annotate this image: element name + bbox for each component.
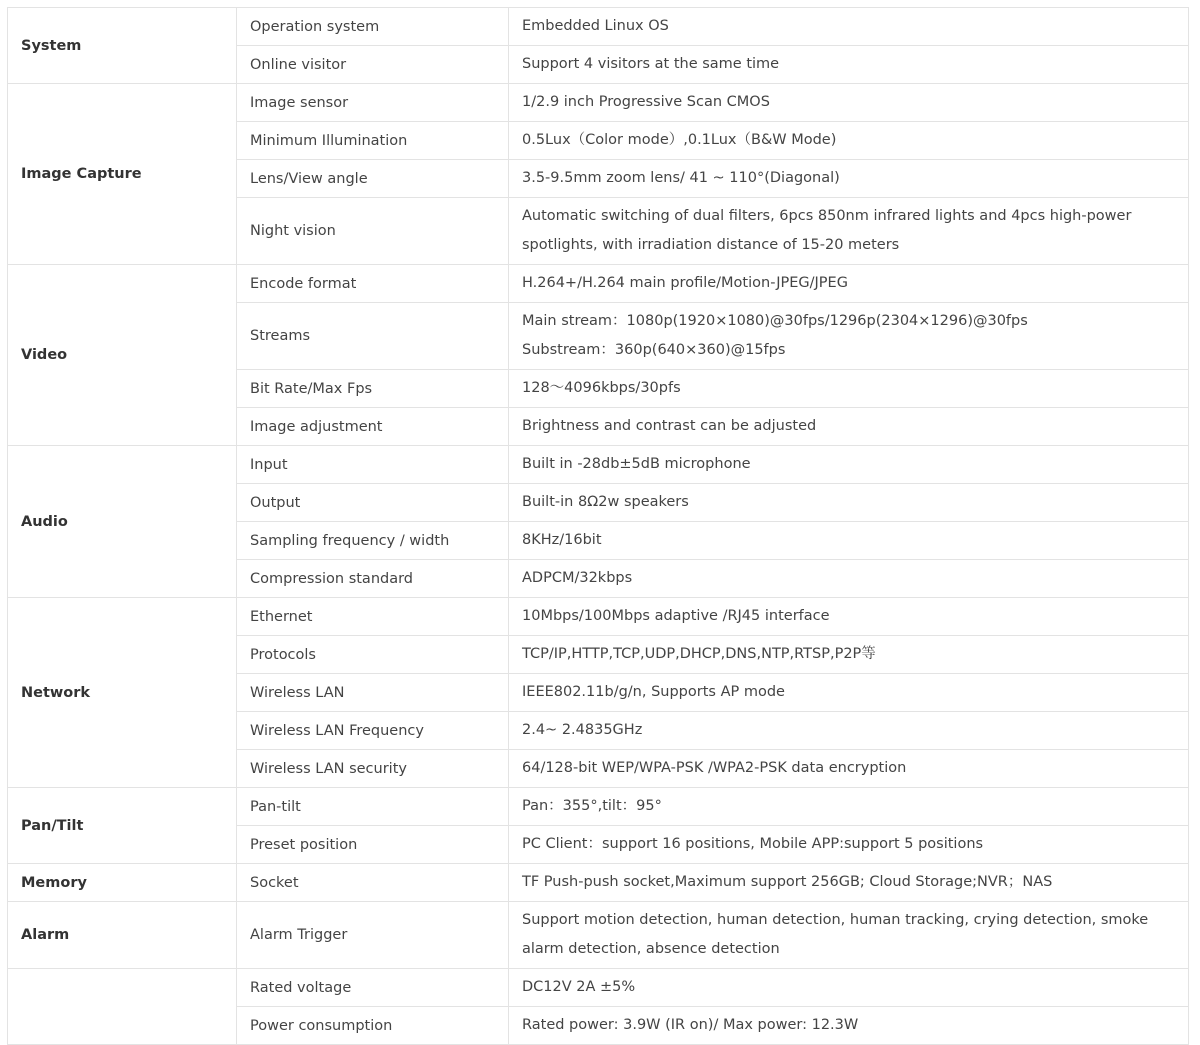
value-cell [509, 122, 1189, 160]
value-cell [509, 198, 1189, 265]
parameter-cell: Input [237, 446, 509, 484]
parameter-cell: Power consumption [237, 1007, 509, 1045]
parameter-cell: Socket [237, 864, 509, 902]
parameter-cell: Compression standard [237, 560, 509, 598]
value-cell [509, 750, 1189, 788]
category-cell: Video [8, 265, 237, 446]
category-cell: Audio [8, 446, 237, 598]
value-line: 128～4096kbps/30pfs [522, 379, 681, 396]
value-line: 0.5Lux（Color mode）,0.1Lux（B&W Mode) [522, 131, 837, 148]
value-line: Substream：360p(640×360)@15fps [522, 342, 786, 358]
value-line: Built in -28db±5dB microphone [522, 455, 751, 472]
value-line: 3.5-9.5mm zoom lens/ 41 ~ 110°(Diagonal) [522, 169, 840, 186]
value-line: Brightness and contrast can be adjusted [522, 417, 817, 434]
value-line: 8KHz/16bit [522, 531, 602, 548]
value-line: TF Push-push socket,Maximum support 256GB; Cloud Storage;NVR；NAS [522, 873, 1053, 890]
value-line: ADPCM/32kbps [522, 569, 633, 586]
category-cell: System [8, 8, 237, 84]
value-cell [509, 522, 1189, 560]
parameter-cell: Operation system [237, 8, 509, 46]
parameter-cell: Preset position [237, 826, 509, 864]
table-row [8, 969, 1189, 1007]
table-row [8, 84, 1189, 122]
parameter-cell: Ethernet [237, 598, 509, 636]
value-cell [509, 864, 1189, 902]
value-line: Pan：355°,tilt：95° [522, 797, 662, 814]
spec-table-body [8, 8, 1189, 1045]
value-cell [509, 370, 1189, 408]
value-line: 1/2.9 inch Progressive Scan CMOS [522, 93, 770, 110]
value-line: PC Client：support 16 positions, Mobile APP:support 5 positions [522, 835, 984, 852]
parameter-cell: Wireless LAN security [237, 750, 509, 788]
table-row [8, 598, 1189, 636]
value-line: 2.4~ 2.4835GHz [522, 721, 643, 738]
value-line: IEEE802.11b/g/n, Supports AP mode [522, 683, 785, 700]
value-line: Automatic switching of dual filters, 6pcs 850nm infrared lights and 4pcs high-power spotlights, with irradiation distance of 15-20 meters [522, 207, 1132, 253]
parameter-cell: Wireless LAN [237, 674, 509, 712]
value-cell [509, 712, 1189, 750]
value-cell [509, 484, 1189, 522]
parameter-cell: Lens/View angle [237, 160, 509, 198]
value-line: Built-in 8Ω2w speakers [522, 493, 689, 510]
value-line: TCP/IP,HTTP,TCP,UDP,DHCP,DNS,NTP,RTSP,P2P等 [522, 645, 876, 662]
value-line: H.264+/H.264 main profile/Motion-JPEG/JPEG [522, 274, 848, 291]
value-cell [509, 902, 1189, 969]
category-cell: Network [8, 598, 237, 788]
table-row [8, 265, 1189, 303]
parameter-cell: Pan-tilt [237, 788, 509, 826]
value-cell [509, 636, 1189, 674]
parameter-cell: Protocols [237, 636, 509, 674]
parameter-cell: Streams [237, 303, 509, 370]
parameter-cell: Alarm Trigger [237, 902, 509, 969]
parameter-cell: Night vision [237, 198, 509, 265]
value-cell [509, 560, 1189, 598]
value-cell [509, 788, 1189, 826]
category-cell [8, 969, 237, 1045]
value-line: Support 4 visitors at the same time [522, 55, 780, 72]
parameter-cell: Bit Rate/Max Fps [237, 370, 509, 408]
value-line: Main stream：1080p(1920×1080)@30fps/1296p(2304×1296)@30fps [522, 312, 1028, 329]
parameter-cell: Online visitor [237, 46, 509, 84]
value-line: 10Mbps/100Mbps adaptive /RJ45 interface [522, 607, 830, 624]
table-row [8, 788, 1189, 826]
value-cell [509, 160, 1189, 198]
value-line: 64/128-bit WEP/WPA-PSK /WPA2-PSK data encryption [522, 759, 907, 776]
spec-table [7, 7, 1189, 1045]
table-row [8, 902, 1189, 969]
value-cell [509, 303, 1189, 370]
value-cell [509, 1007, 1189, 1045]
value-cell [509, 969, 1189, 1007]
value-cell [509, 265, 1189, 303]
parameter-cell: Wireless LAN Frequency [237, 712, 509, 750]
value-line: DC12V 2A ±5% [522, 978, 636, 995]
parameter-cell: Encode format [237, 265, 509, 303]
parameter-cell: Image sensor [237, 84, 509, 122]
parameter-cell: Output [237, 484, 509, 522]
parameter-cell: Sampling frequency / width [237, 522, 509, 560]
value-cell [509, 46, 1189, 84]
value-cell [509, 84, 1189, 122]
category-cell: Alarm [8, 902, 237, 969]
value-cell [509, 674, 1189, 712]
category-cell: Pan/Tilt [8, 788, 237, 864]
value-cell [509, 826, 1189, 864]
value-line: Embedded Linux OS [522, 17, 669, 34]
parameter-cell: Rated voltage [237, 969, 509, 1007]
parameter-cell: Minimum Illumination [237, 122, 509, 160]
table-row [8, 446, 1189, 484]
value-cell [509, 408, 1189, 446]
category-cell: Memory [8, 864, 237, 902]
value-cell [509, 446, 1189, 484]
parameter-cell: Image adjustment [237, 408, 509, 446]
table-row [8, 864, 1189, 902]
table-row [8, 8, 1189, 46]
category-cell: Image Capture [8, 84, 237, 265]
value-cell [509, 8, 1189, 46]
value-line: Support motion detection, human detection, human tracking, crying detection, smoke alarm detection, absence detection [522, 911, 1149, 957]
value-line: Rated power: 3.9W (IR on)/ Max power: 12.3W [522, 1016, 859, 1033]
value-cell [509, 598, 1189, 636]
